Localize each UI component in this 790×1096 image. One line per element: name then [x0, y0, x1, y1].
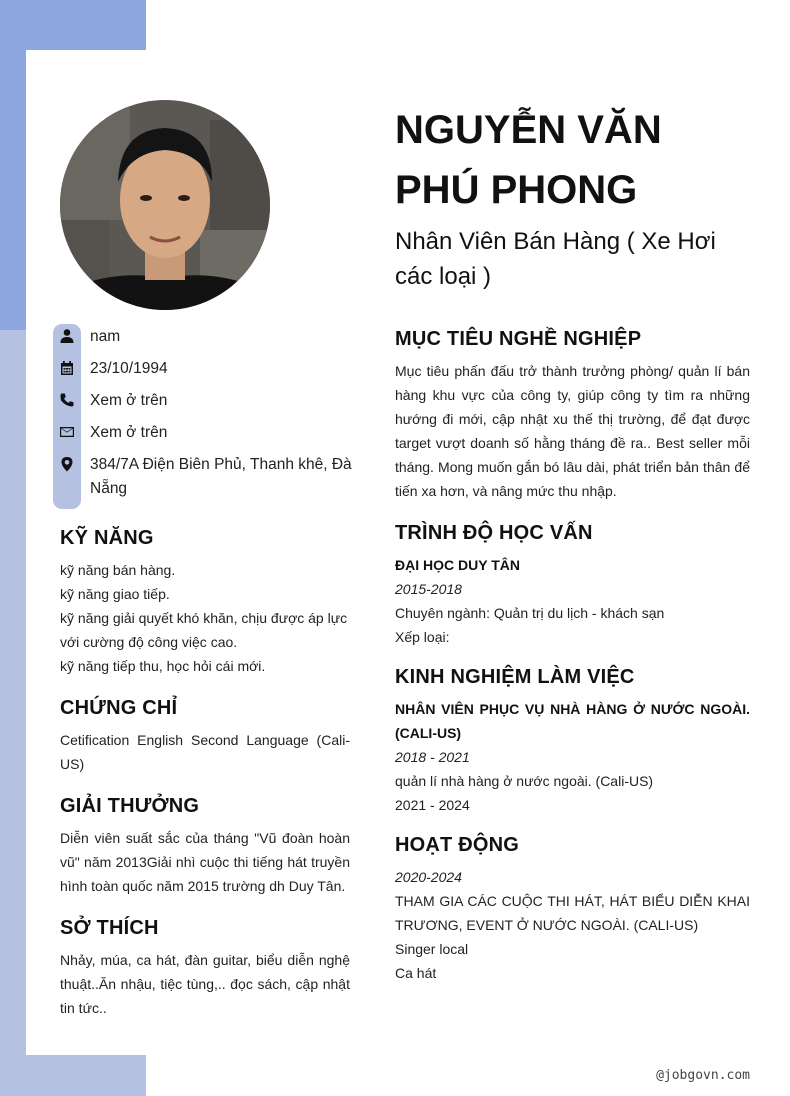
contact-address [57, 453, 357, 501]
experience-position: NHÂN VIÊN PHỤC VỤ NHÀ HÀNG Ở NƯỚC NGOÀI. (CALI-US) [395, 701, 750, 741]
contact-gender [57, 325, 357, 349]
gender-text: nam [90, 328, 121, 345]
hobbies-section [60, 917, 350, 1020]
education-school: ĐẠI HỌC DUY TÂN [395, 557, 520, 573]
watermark: @jobgovn.com [656, 1068, 750, 1083]
education-rank: Xếp loại: [395, 629, 450, 645]
avatar [60, 100, 270, 310]
address-text: 384/7A Điện Biên Phủ, Thanh khê, Đà Nẵng [90, 456, 352, 497]
phone-text: Xem ở trên [90, 392, 168, 409]
education-period: 2015-2018 [395, 581, 462, 597]
experience-title: KINH NGHIỆM LÀM VIỆC [395, 666, 635, 688]
birthday-text: 23/10/1994 [90, 360, 168, 377]
experience-description: quản lí nhà hàng ở nước ngoài. (Cali-US) [395, 773, 654, 789]
activities-line-2: Singer local [395, 941, 469, 957]
awards-text: Diễn viên suất sắc của tháng "Vũ đoàn hoàn vũ" năm 2013Giải nhì cuộc thi tiếng hát truyền hình toàn quốc năm 2015 trường dh Duy Tân. [60, 830, 350, 894]
skill-item: kỹ năng tiếp thu, học hỏi cái mới. [60, 658, 266, 674]
skill-item: kỹ năng giải quyết khó khăn, chịu được áp lực với cường độ công việc cao. [60, 610, 348, 650]
skill-item: kỹ năng giao tiếp. [60, 586, 170, 602]
skills-title: KỸ NĂNG [60, 527, 154, 549]
activities-title: HOẠT ĐỘNG [395, 834, 520, 856]
certificates-title: CHỨNG CHỈ [60, 697, 178, 719]
objective-title: MỤC TIÊU NGHỀ NGHIỆP [395, 328, 642, 350]
experience-section [395, 666, 750, 817]
awards-title: GIẢI THƯỞNG [60, 795, 200, 817]
contact-phone [57, 389, 357, 413]
objective-text: Mục tiêu phấn đấu trở thành trưởng phòng/ quản lí bán hàng khu vực của công ty, giúp công ty tìm ra những hướng đi mới, cập nhật xu thế thị trường, để đạt được target vượt doanh số hằng tháng đề ra.. Best seller mỗi tháng. Mong muốn gắn bó lâu dài, phát triển bản thân để tiến xa hơn, và nâng mức thu nhập. [395, 363, 750, 499]
calendar-icon [57, 357, 77, 379]
contact-email [57, 421, 357, 445]
email-text: Xem ở trên [90, 424, 168, 441]
job-title: Nhân Viên Bán Hàng ( Xe Hơi các loại ) [395, 228, 716, 290]
certificates-text: Cetification English Second Language (Cali-US) [60, 732, 350, 772]
activities-description: THAM GIA CÁC CUỘC THI HÁT, HÁT BIỂU DIỄN KHAI TRƯƠNG, EVENT Ở NƯỚC NGOÀI. (CALI-US) [395, 893, 750, 933]
person-icon [57, 325, 77, 347]
skill-item: kỹ năng bán hàng. [60, 562, 176, 578]
activities-line-3: Ca hát [395, 965, 437, 981]
candidate-name [395, 100, 755, 220]
skills-section [60, 527, 350, 678]
experience-period: 2018 - 2021 [395, 749, 470, 765]
hobbies-text: Nhảy, múa, ca hát, đàn guitar, biểu diễn nghệ thuật..Ăn nhậu, tiệc tùng,.. đọc sách, cập nhật tin tức.. [60, 952, 350, 1016]
education-section [395, 522, 750, 649]
certificates-section [60, 697, 350, 776]
education-title: TRÌNH ĐỘ HỌC VẤN [395, 522, 593, 544]
awards-section [60, 795, 350, 898]
name-line-2: PHÚ PHONG [395, 168, 638, 212]
contact-birthday [57, 357, 357, 381]
location-icon [57, 453, 77, 475]
objective-section [395, 328, 750, 503]
activities-period: 2020-2024 [395, 869, 462, 885]
phone-icon [57, 389, 77, 411]
education-major: Chuyên ngành: Quản trị du lịch - khách sạn [395, 605, 665, 621]
hobbies-title: SỞ THÍCH [60, 917, 159, 939]
experience-period-2: 2021 - 2024 [395, 797, 470, 813]
name-line-1: NGUYỄN VĂN [395, 108, 662, 152]
email-icon [57, 421, 77, 443]
activities-section [395, 834, 750, 985]
